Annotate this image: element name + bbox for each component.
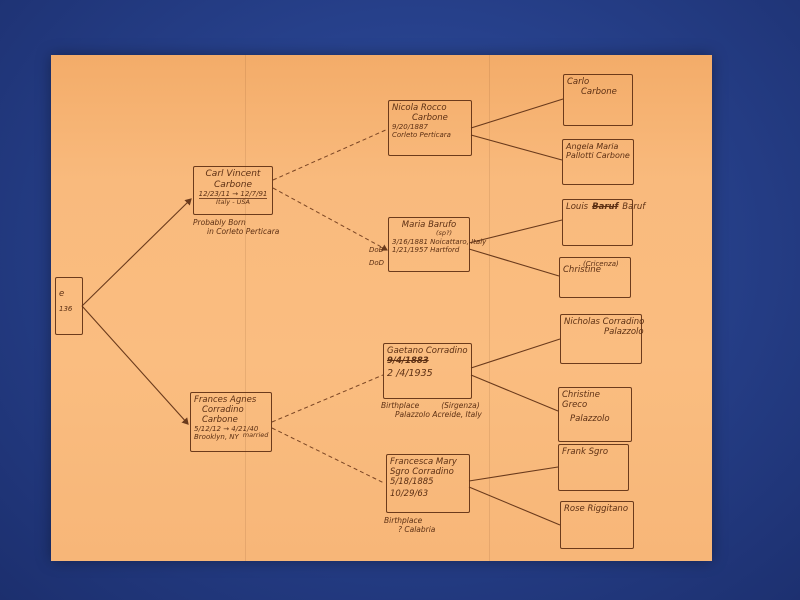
person-name: Carl Vincent <box>205 169 261 179</box>
person-name: Christine <box>563 265 601 276</box>
person-death: 1/21/1957 Hartford <box>392 245 460 254</box>
person-dates: 12/23/11 → 12/7/91 <box>198 190 268 199</box>
person-dates: 9/20/1887 <box>392 123 428 132</box>
subject-number: 136 <box>59 305 73 314</box>
person-name: Palazzolo <box>604 327 644 338</box>
person-box-gaetano-corradino <box>383 343 472 399</box>
person-box-frances-agnes-corradino-carbone <box>190 392 272 452</box>
person-box-louis-baruf <box>562 199 646 246</box>
person-box-rose-riggitano <box>560 501 634 549</box>
person-name: Carlo <box>567 77 590 87</box>
province-note: (Sirgenza) <box>441 401 480 410</box>
person-box-francesca-mary-sgro-corradino <box>386 454 470 513</box>
connector-carl-maria <box>273 188 387 250</box>
connector-carl-nicola <box>273 129 388 180</box>
person-place: Corleto Perticara <box>392 131 451 140</box>
dob-label: DoB <box>369 246 384 254</box>
person-box-nicholas-corradino-palazzolo <box>560 314 645 364</box>
person-box-angela-maria-pallotti-carbone <box>562 139 634 185</box>
person-name: Christine <box>562 390 600 400</box>
struck-date: 9/4/1883 <box>387 356 429 367</box>
subject-label: e <box>59 289 65 299</box>
person-name: Nicola Rocco <box>392 103 447 113</box>
married-note: married <box>242 431 269 440</box>
connector-frances-francesca <box>272 428 384 483</box>
person-birth: 3/16/1881 Noicattaro, Italy <box>392 237 487 246</box>
person-name: Angela Maria <box>566 142 619 151</box>
person-name: Frank Sgro <box>562 447 609 457</box>
person-name: Carbone <box>214 179 252 190</box>
spelling-note: (sp?) <box>435 229 452 238</box>
name-note: (Cricenza) <box>583 260 619 268</box>
connector-francesca-frank <box>469 467 558 481</box>
connector-nicola-angela <box>471 135 562 160</box>
connector-francesca-rose <box>469 487 560 525</box>
connector-subject-carl <box>82 199 191 306</box>
person-name: Corradino <box>202 405 244 416</box>
person-box-carl-vincent-carbone <box>193 166 273 215</box>
carl-birth-note: Probably Born in Corleto Perticara <box>193 218 280 237</box>
person-death: 2 /4/1935 <box>387 368 433 380</box>
person-death: 10/29/63 <box>390 489 429 500</box>
connector-gaetano-christine <box>471 375 558 411</box>
person-name: Sgro Corradino <box>390 467 454 478</box>
paper-fold-crease <box>245 55 246 561</box>
person-box-nicola-rocco-carbone <box>388 100 472 156</box>
person-birth: 5/18/1885 <box>390 477 434 488</box>
person-name: Carbone <box>581 87 617 98</box>
connector-gaetano-nicholas <box>471 339 560 368</box>
person-name: Nicholas Corradino <box>564 317 645 327</box>
connector-subject-frances <box>82 306 188 424</box>
connector-frances-gaetano <box>272 375 383 422</box>
dod-label: DoD <box>369 259 385 267</box>
person-name: Carbone <box>202 415 238 426</box>
person-name: Baruf <box>622 202 646 212</box>
person-name: Frances Agnes <box>194 395 257 405</box>
person-box-carlo-carbone <box>563 74 633 126</box>
person-place: Brooklyn, NY <box>194 433 239 442</box>
gaetano-birthplace-note: Birthplace (Sirgenza) Palazzolo Acreide, Italy <box>381 401 482 420</box>
person-name: Carbone <box>412 113 448 124</box>
paper-fold-crease <box>489 55 490 561</box>
person-name: Louis <box>566 202 589 212</box>
person-name: Palazzolo <box>570 414 610 425</box>
family-tree-page <box>51 55 712 561</box>
person-places: Italy - USA <box>216 198 250 207</box>
person-box-subject <box>55 277 83 335</box>
person-name: Pallotti Carbone <box>566 151 630 161</box>
struck-surname: Baruf <box>592 202 619 212</box>
person-name: Greco <box>562 400 588 411</box>
person-box-maria-barufo <box>388 217 487 272</box>
person-box-frank-sgro <box>558 444 629 491</box>
person-name: Maria Barufo <box>401 220 457 230</box>
person-box-christine-cricenza <box>559 257 631 298</box>
person-name: Gaetano Corradino <box>387 346 468 356</box>
person-box-christine-greco-palazzolo <box>558 387 632 442</box>
person-name: Francesca Mary <box>390 457 457 467</box>
person-dates: 5/12/12 → 4/21/40 <box>194 425 259 434</box>
francesca-birthplace-note: Birthplace ? Calabria <box>384 516 436 535</box>
connector-nicola-carlo <box>471 99 563 128</box>
person-name: Rose Riggitano <box>564 504 629 514</box>
connector-maria-christine <box>469 249 559 276</box>
